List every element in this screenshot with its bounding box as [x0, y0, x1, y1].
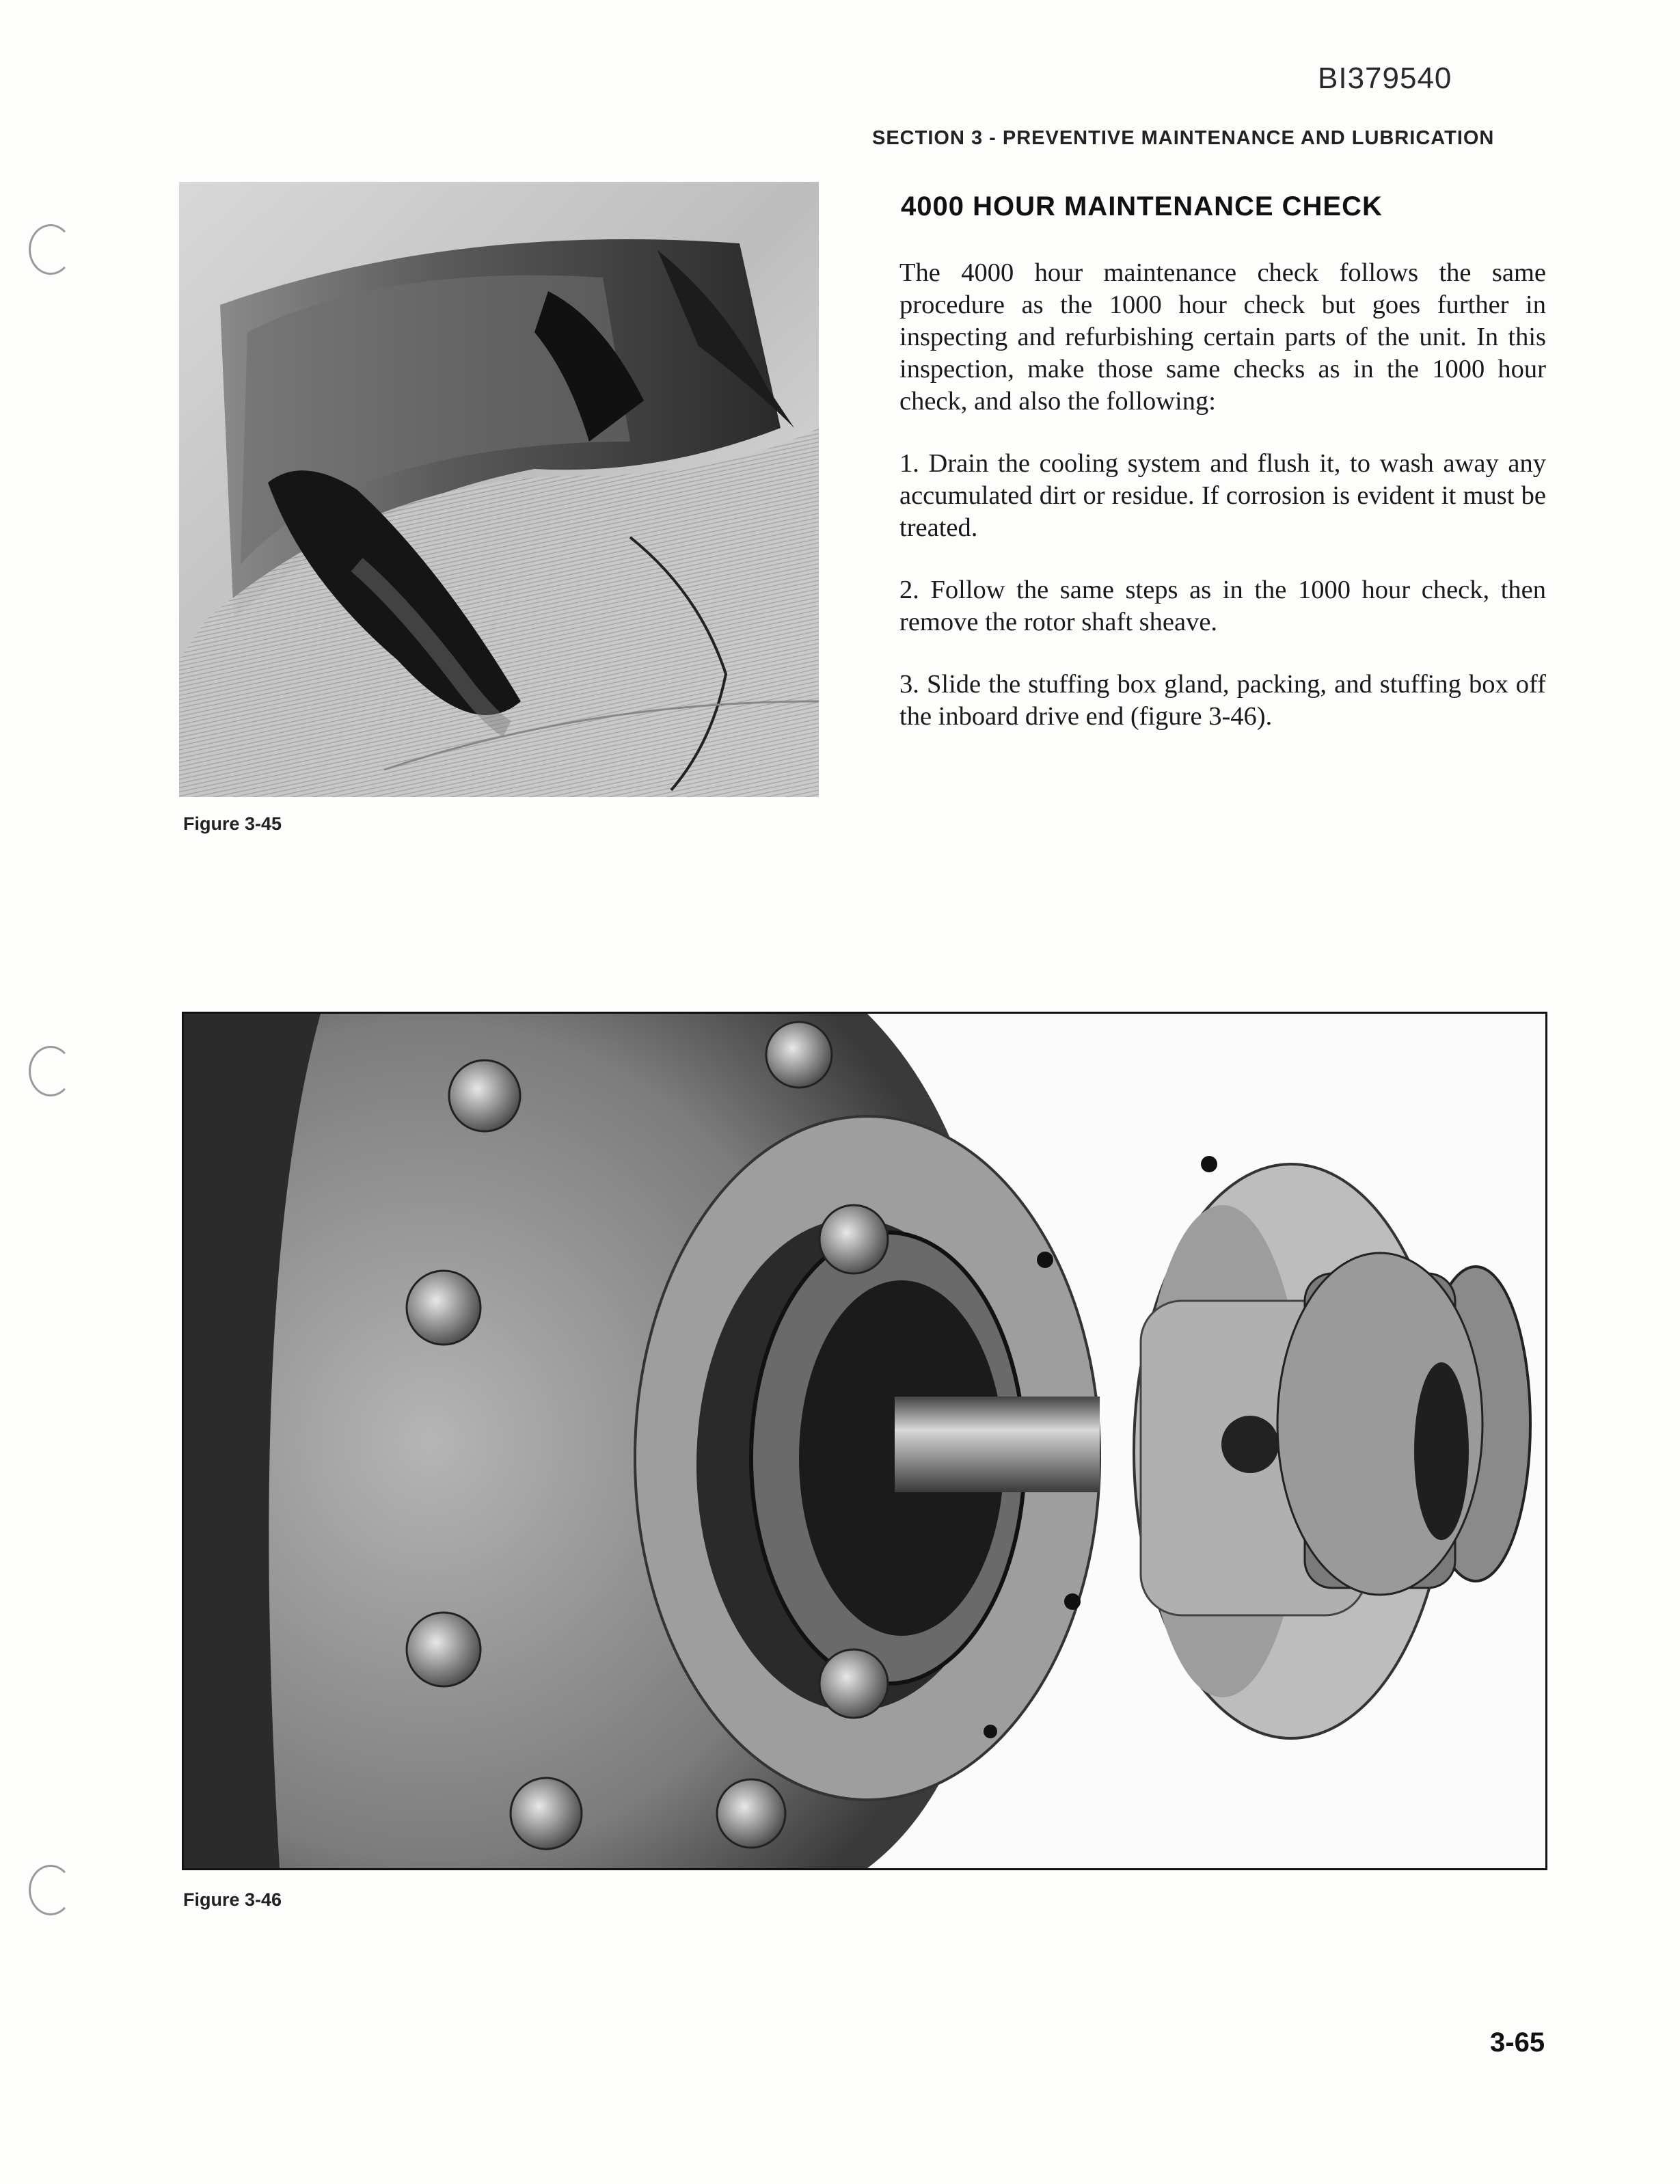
step-3: 3. Slide the stuffing box gland, packing, and stuffing box off the inboard drive end (figure 3-46). [899, 670, 1546, 731]
step-1: 1. Drain the cooling system and flush it, to wash away any accumulated dirt or residue. If corrosion is evident it must be treated. [899, 449, 1546, 542]
figure-3-45-caption: Figure 3-45 [183, 813, 282, 834]
figure-3-45-photo [179, 182, 819, 797]
figure-3-46-caption: Figure 3-46 [183, 1889, 282, 1910]
intro-paragraph: The 4000 hour maintenance check follows the same procedure as the 1000 hour check but goes further in inspecting and refurbishing certain parts of the unit. In this inspection, make those same checks as in the 1000 hour check, and also the following: [899, 258, 1546, 416]
binder-hole [29, 224, 72, 275]
section-header: SECTION 3 - PREVENTIVE MAINTENANCE AND LUBRICATION [872, 127, 1495, 149]
binder-hole [29, 1865, 72, 1915]
page-title: 4000 HOUR MAINTENANCE CHECK [901, 191, 1383, 221]
step-2: 2. Follow the same steps as in the 1000 hour check, then remove the rotor shaft sheave. [899, 576, 1546, 636]
body-text [899, 257, 1546, 763]
figure-3-46-photo [182, 1012, 1547, 1870]
page-number: 3-65 [1490, 2027, 1545, 2058]
binder-hole [29, 1046, 72, 1096]
document-id: BI379540 [1318, 62, 1452, 95]
